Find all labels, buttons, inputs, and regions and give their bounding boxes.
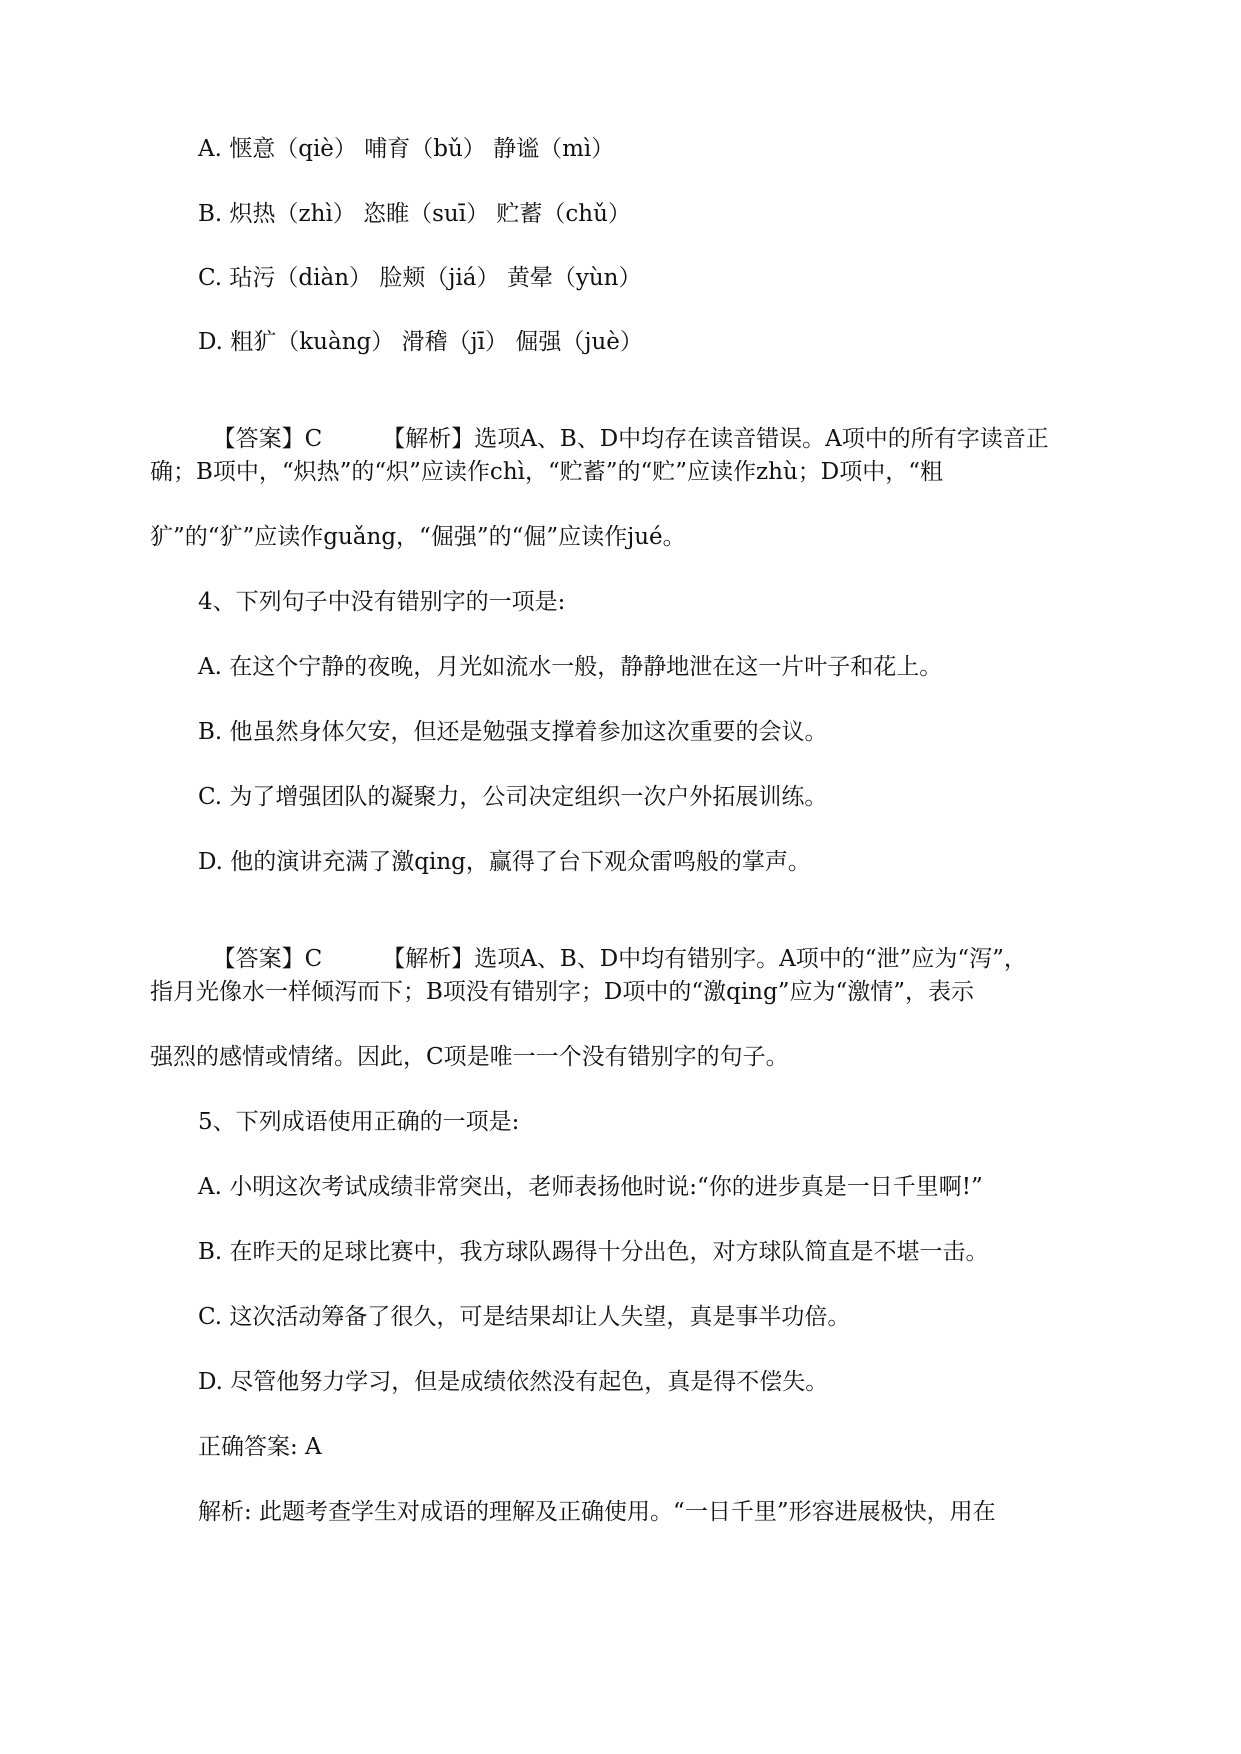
q5-stem: 5、下列成语使用正确的一项是: (198, 1109, 520, 1135)
q3-option-c: C. 玷污（diàn） 脸颊（jiá） 黄晕（yùn） (198, 265, 642, 291)
q4-analysis-line: 强烈的感情或情绪。因此，C项是唯一一个没有错别字的句子。 (150, 1044, 789, 1070)
q4-stem: 4、下列句子中没有错别字的一项是: (198, 589, 566, 615)
q5-option-b: B. 在昨天的足球比赛中，我方球队踢得十分出色，对方球队简直是不堪一击。 (198, 1239, 989, 1265)
q5-option-d: D. 尽管他努力学习，但是成绩依然没有起色，真是得不偿失。 (198, 1369, 829, 1395)
q3-option-b: B. 炽热（zhì） 恣睢（suī） 贮蓄（chǔ） (198, 201, 631, 227)
q4-answer-row (198, 911, 1027, 975)
q4-analysis-line: 指月光像水一样倾泻而下；B项没有错别字；D项中的“激qing”应为“激情”，表示 (150, 979, 974, 1005)
q3-option-a: A. 惬意（qiè） 哺育（bǔ） 静谧（mì） (198, 136, 615, 162)
q3-analysis: 【解析】选项A、B、D中均存在读音错误。A项中的所有字读音正 (382, 426, 1049, 452)
q4-option-c: C. 为了增强团队的凝聚力，公司决定组织一次户外拓展训练。 (198, 784, 828, 810)
q4-answer: 【答案】C (212, 946, 323, 972)
q3-option-d: D. 粗犷（kuàng） 滑稽（jī） 倔强（juè） (198, 329, 643, 355)
q4-option-d: D. 他的演讲充满了激qing，赢得了台下观众雷鸣般的掌声。 (198, 849, 811, 875)
q5-option-c: C. 这次活动筹备了很久，可是结果却让人失望，真是事半功倍。 (198, 1304, 851, 1330)
q3-analysis-line: 犷”的“犷”应读作guǎng，“倔强”的“倔”应读作jué。 (150, 524, 686, 550)
q3-analysis-line: 确；B项中，“炽热”的“炽”应读作chì，“贮蓄”的“贮”应读作zhù；D项中，“粗 (150, 459, 943, 485)
q3-answer: 【答案】C (212, 426, 323, 452)
q4-option-a: A. 在这个宁静的夜晚，月光如流水一般，静静地泄在这一片叶子和花上。 (198, 654, 943, 680)
q4-analysis: 【解析】选项A、B、D中均有错别字。A项中的“泄”应为“泻”， (382, 946, 1027, 972)
q3-answer-row (198, 391, 1049, 455)
q5-option-a: A. 小明这次考试成绩非常突出，老师表扬他时说:“你的进步真是一日千里啊!” (198, 1174, 983, 1200)
q5-analysis: 解析: 此题考查学生对成语的理解及正确使用。“一日千里”形容进展极快，用在 (198, 1499, 996, 1525)
q4-option-b: B. 他虽然身体欠安，但还是勉强支撑着参加这次重要的会议。 (198, 719, 828, 745)
q5-correct-answer: 正确答案: A (198, 1434, 322, 1460)
